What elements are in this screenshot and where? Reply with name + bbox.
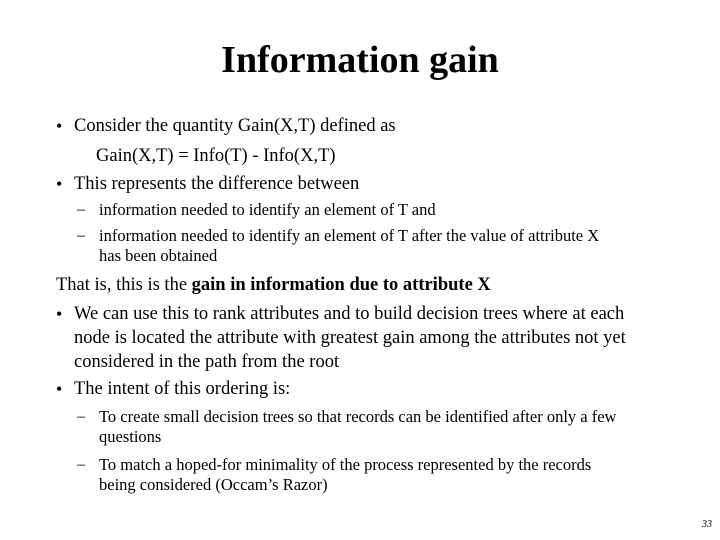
bullet-4-sub-2-marker: – bbox=[77, 456, 85, 473]
bullet-4-sub-1-marker: – bbox=[77, 408, 85, 425]
bullet-4-marker: • bbox=[56, 379, 63, 399]
bullet-2-sub-1-text: information needed to identify an element of T and bbox=[99, 200, 436, 219]
bullet-2-text: This represents the difference between bbox=[74, 174, 360, 194]
bullet-4-text: The intent of this ordering is: bbox=[74, 379, 291, 399]
bullet-3-text-line1: We can use this to rank attributes and to build decision trees where at each bbox=[74, 304, 625, 324]
bullet-4-sub-1-text-line1: To create small decision trees so that records can be identified after only a few bbox=[99, 407, 617, 426]
bullet-2-marker: • bbox=[56, 174, 63, 194]
bullet-2-sub-2-marker: – bbox=[77, 227, 85, 244]
bullet-4-sub-2-text-line1: To match a hoped-for minimality of the process represented by the records bbox=[99, 455, 592, 474]
bullet-1-formula: Gain(X,T) = Info(T) - Info(X,T) bbox=[96, 146, 336, 166]
summary-emphasis: gain in information due to attribute X bbox=[191, 275, 491, 295]
bullet-3-text-line3: considered in the path from the root bbox=[74, 352, 340, 372]
bullet-2-sub-1-marker: – bbox=[77, 201, 85, 218]
bullet-4-sub-2-text-line2: being considered (Occam’s Razor) bbox=[99, 475, 328, 494]
bullet-4-sub-1-text-line2: questions bbox=[99, 427, 162, 446]
bullet-1-marker: • bbox=[56, 116, 63, 136]
page-number: 33 bbox=[702, 519, 712, 530]
bullet-2-sub-2-text-line2: has been obtained bbox=[99, 246, 218, 265]
bullet-3-text-line2: node is located the attribute with greatest gain among the attributes not yet bbox=[74, 328, 626, 348]
bullet-2-sub-2-text-line1: information needed to identify an element of T after the value of attribute X bbox=[99, 226, 600, 245]
bullet-3-marker: • bbox=[56, 304, 63, 324]
summary-paragraph bbox=[56, 274, 491, 296]
bullet-1-text: Consider the quantity Gain(X,T) defined as bbox=[74, 116, 396, 136]
summary-prefix: That is, this is the bbox=[56, 275, 192, 295]
slide-title: Information gain bbox=[221, 39, 499, 81]
